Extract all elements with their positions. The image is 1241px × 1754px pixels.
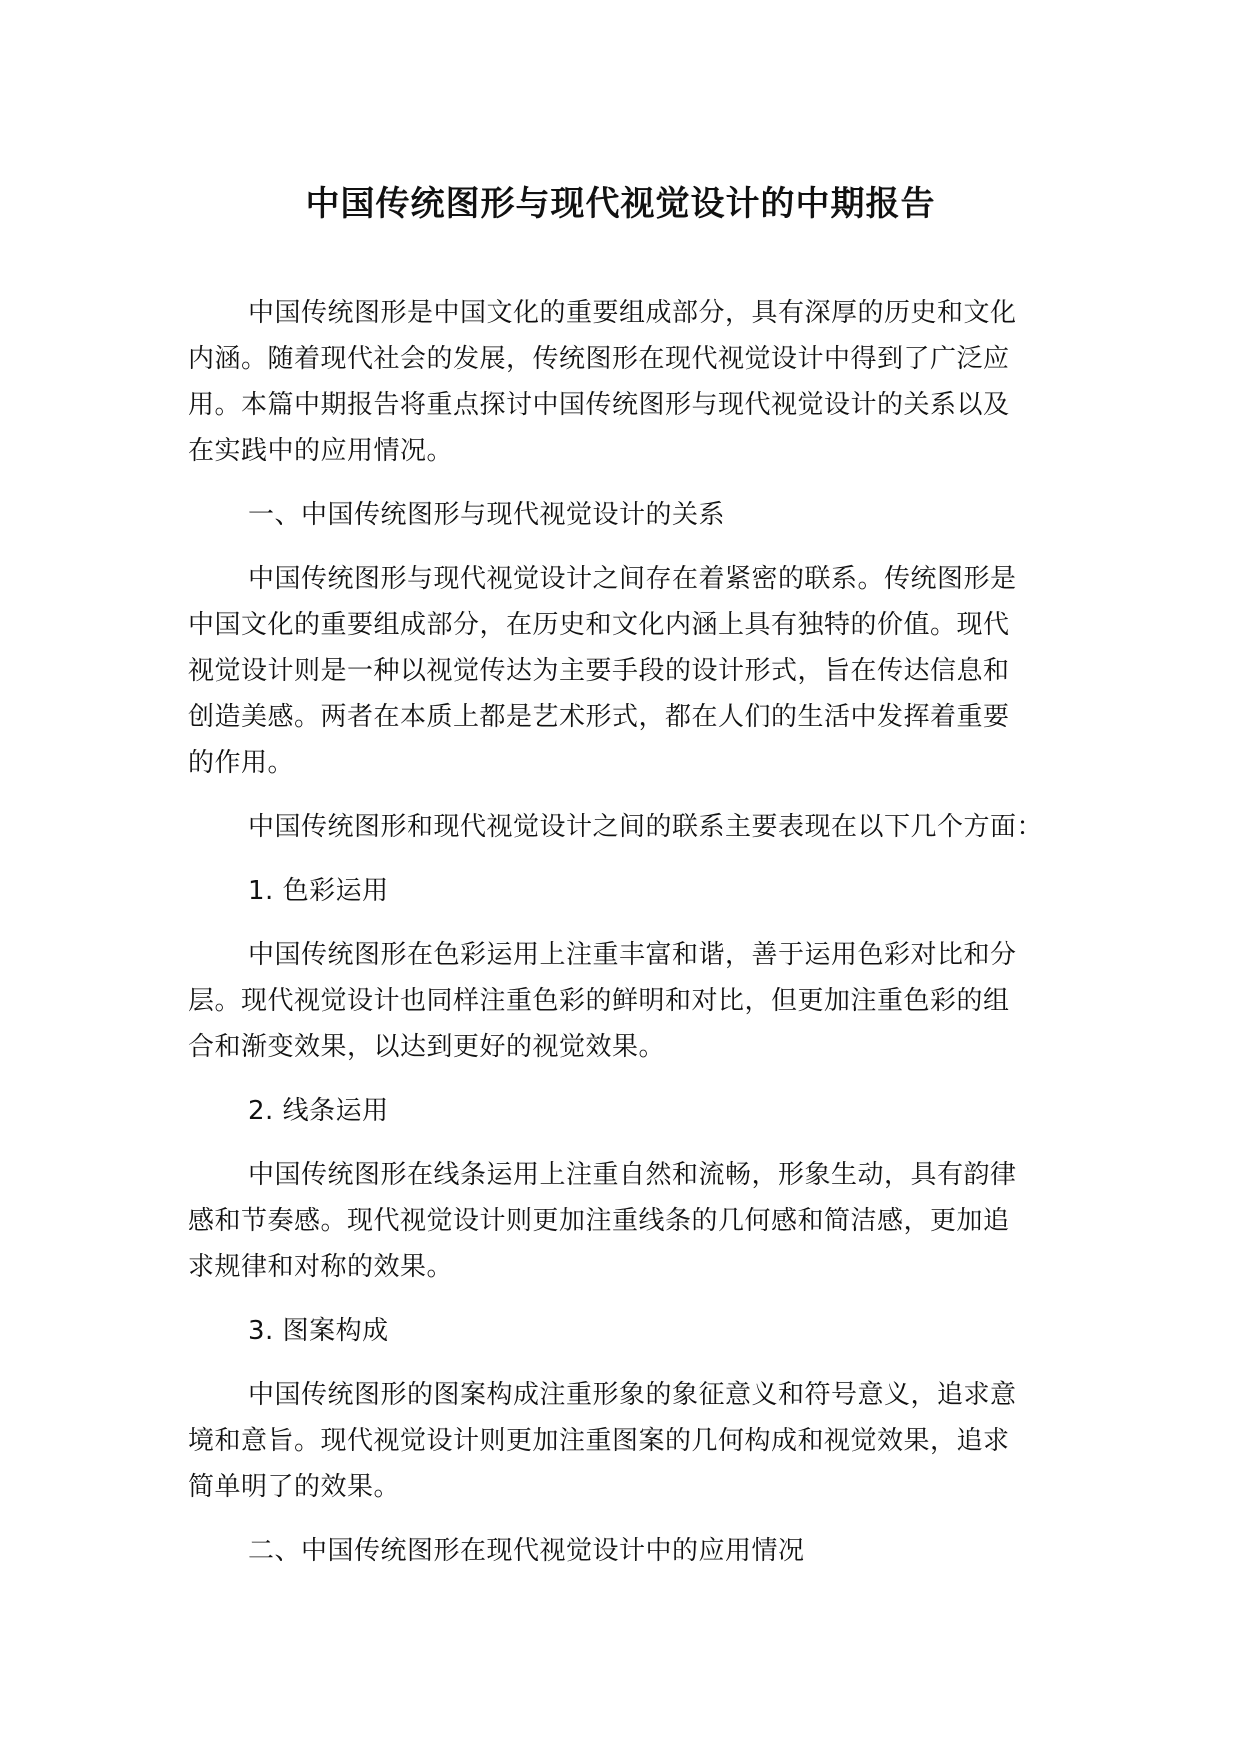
paragraph-intro <box>188 290 1054 474</box>
text-line: 层。现代视觉设计也同样注重色彩的鲜明和对比，但更加注重色彩的组 <box>188 986 1010 1016</box>
document-title: 中国传统图形与现代视觉设计的中期报告 <box>305 184 936 224</box>
text-line: 中国传统图形的图案构成注重形象的象征意义和符号意义，追求意 <box>248 1380 1017 1410</box>
paragraph-aspects-intro <box>188 804 1054 850</box>
text-line: 简单明了的效果。 <box>188 1472 401 1502</box>
text-line: 视觉设计则是一种以视觉传达为主要手段的设计形式，旨在传达信息和 <box>188 656 1010 686</box>
text-line: 用。本篇中期报告将重点探讨中国传统图形与现代视觉设计的关系以及 <box>188 390 1010 420</box>
text-line: 中国传统图形与现代视觉设计之间存在着紧密的联系。传统图形是 <box>248 564 1017 594</box>
section-heading-2: 二、中国传统图形在现代视觉设计中的应用情况 <box>248 1536 805 1566</box>
paragraph-lines <box>188 1152 1054 1290</box>
paragraph-relationship <box>188 556 1054 786</box>
text-line: 中国文化的重要组成部分，在历史和文化内涵上具有独特的价值。现代 <box>188 610 1010 640</box>
paragraph-color <box>188 932 1054 1070</box>
subheading-lines: 2. 线条运用 <box>248 1096 389 1126</box>
text-line: 中国传统图形在色彩运用上注重丰富和谐，善于运用色彩对比和分 <box>248 940 1017 970</box>
paragraph-pattern <box>188 1372 1054 1510</box>
text-line: 感和节奏感。现代视觉设计则更加注重线条的几何感和简洁感，更加追 <box>188 1206 1010 1236</box>
text-line: 求规律和对称的效果。 <box>188 1252 454 1282</box>
text-line: 的作用。 <box>188 748 295 778</box>
text-line: 合和渐变效果，以达到更好的视觉效果。 <box>188 1032 666 1062</box>
text-line: 内涵。随着现代社会的发展，传统图形在现代视觉设计中得到了广泛应 <box>188 344 1010 374</box>
text-line: 境和意旨。现代视觉设计则更加注重图案的几何构成和视觉效果，追求 <box>188 1426 1010 1456</box>
document-body <box>188 290 1054 1592</box>
subheading-pattern: 3. 图案构成 <box>248 1316 389 1346</box>
text-line: 中国传统图形在线条运用上注重自然和流畅，形象生动，具有韵律 <box>248 1160 1017 1190</box>
text-line: 中国传统图形和现代视觉设计之间的联系主要表现在以下几个方面： <box>248 812 1044 842</box>
subheading-color: 1. 色彩运用 <box>248 876 389 906</box>
text-line: 中国传统图形是中国文化的重要组成部分，具有深厚的历史和文化 <box>248 298 1017 328</box>
text-line: 创造美感。两者在本质上都是艺术形式，都在人们的生活中发挥着重要 <box>188 702 1010 732</box>
text-line: 在实践中的应用情况。 <box>188 436 454 466</box>
section-heading-1: 一、中国传统图形与现代视觉设计的关系 <box>248 500 726 530</box>
